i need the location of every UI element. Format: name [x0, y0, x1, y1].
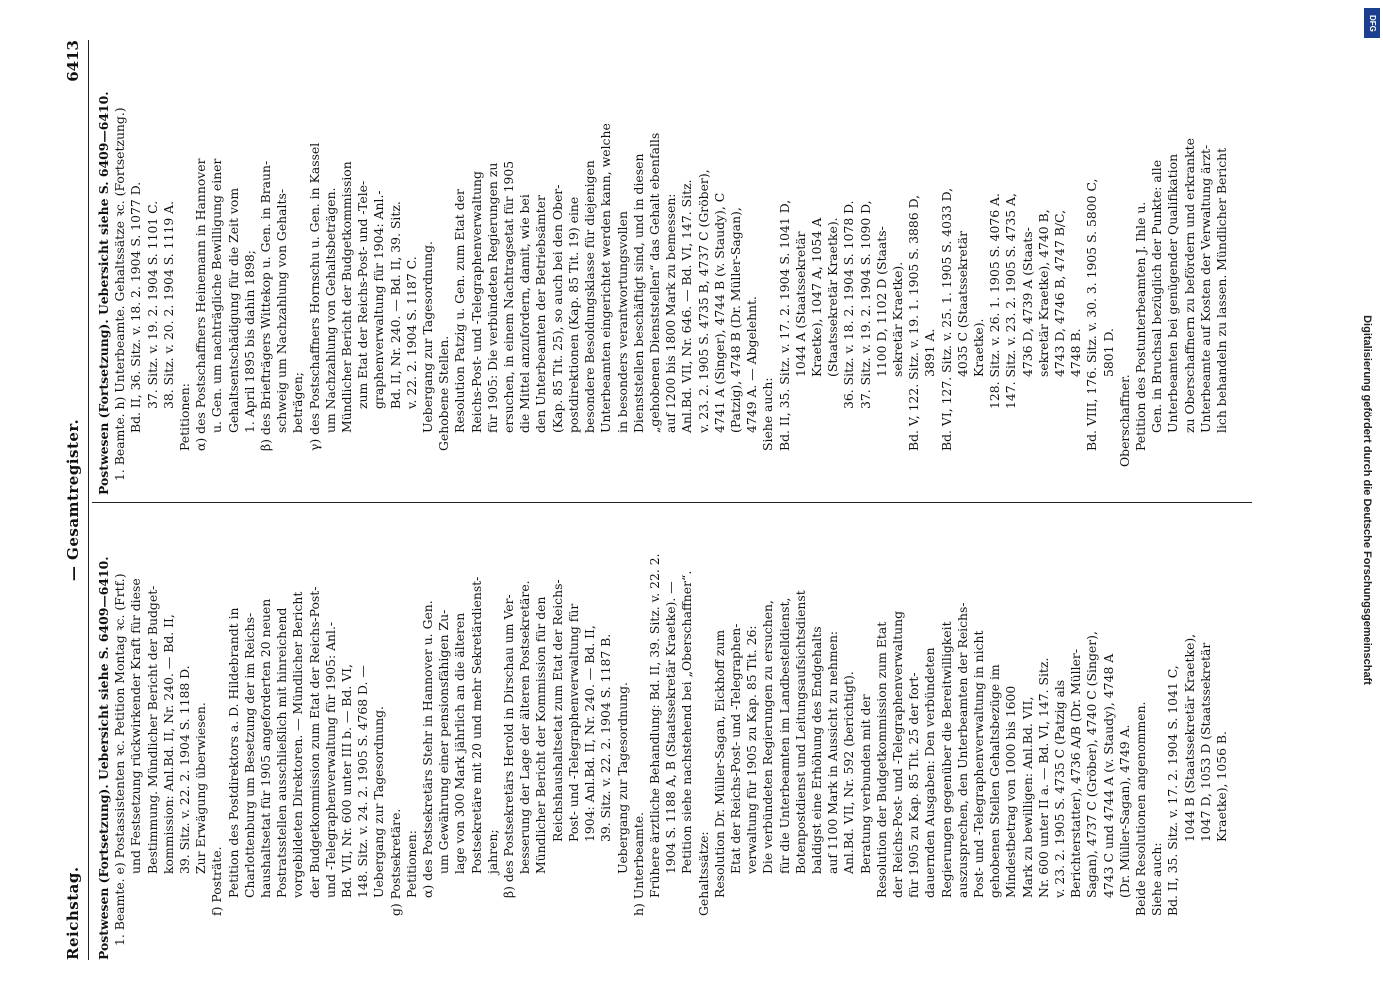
index-line: Postwesen (Fortsetzung). Uebersicht siehe S. 6409—6410.: [96, 91, 111, 495]
index-line: 4748 B.: [1068, 328, 1084, 377]
index-line: Kraetke).: [970, 318, 986, 377]
index-line: 38. Sitz. v. 20. 2. 1904 S. 1119 A.: [160, 200, 176, 409]
index-line: α) des Postsekretärs Stehr in Hannover u. Gen.: [420, 600, 436, 898]
index-line: Mindestbetrag von 1000 bis 1600: [1003, 685, 1019, 898]
index-line: Postsekretäre mit 20 und mehr Sekretärdienst-: [468, 576, 484, 874]
index-line: Resolution der Budgetkommission zum Etat: [873, 621, 889, 898]
index-line: 4743 D, 4746 B, 4747 B/C,: [1051, 209, 1067, 377]
index-line: Zur Erwägung überwiesen.: [193, 702, 209, 874]
index-line: lich behandeln zu lassen. Mündlicher Bericht: [1214, 147, 1230, 433]
index-line: 37. Sitz. v. 19. 2. 1904 S. 1090 D,: [857, 200, 873, 409]
index-line: Petitionen:: [177, 383, 193, 451]
index-line: γ) des Postschaffners Hornschu u. Gen. in Kassel: [306, 142, 322, 451]
index-line: und Festsetzung rückwirkender Kraft für diese: [128, 578, 144, 874]
index-line: graphenverwaltung für 1904: Anl.-: [371, 190, 387, 409]
index-line: Bestimmung. Mündlicher Bericht der Budget-: [144, 585, 160, 874]
index-line: „gehobenen Dienststellen“ das Gehalt ebenfalls: [646, 132, 662, 433]
index-line: Botenpostdienst und Leitungsaufsichtsdienst: [792, 590, 808, 874]
index-line: 4736 D, 4739 A (Staats-: [1019, 227, 1035, 377]
index-line: 4741 A (Singer), 4744 B (v. Staudy), C: [711, 192, 727, 433]
index-line: der Reichs-Post- und -Telegraphenverwaltung: [889, 610, 905, 898]
index-line: um Gewährung einer pensionsfähigen Zu-: [436, 609, 452, 874]
index-line: Unterbeamten bei genügender Qualifikation: [1165, 153, 1181, 433]
index-line: Bd. VII, Nr. 600 unter III b. — Bd. VI,: [339, 664, 355, 898]
index-line: Charlottenburg um Besetzung der im Reichs-: [241, 612, 257, 898]
index-line: Anl.Bd. VII, Nr. 646. — Bd. VI, 147. Sitz.: [679, 179, 695, 433]
index-line: 1044 A (Staatssekretär: [792, 231, 808, 377]
index-line: β) des Postsekretärs Herold in Dirschau um Ver-: [501, 594, 517, 898]
index-line: Etat der Reichs-Post- und -Telegraphen-: [727, 623, 743, 874]
index-line: (Staatssekretär Kraetke).: [825, 217, 841, 377]
index-line: auszusprechen, den Unterbeamten der Reichs-: [954, 602, 970, 898]
index-line: Uebergang zur Tagesordnung.: [614, 682, 630, 874]
index-line: Petition des Postunterbeamten J. Ihle u.: [1133, 201, 1148, 451]
index-line: haushaltsetat für 1905 angeforderten 20 neuen: [258, 598, 274, 898]
index-line: Petition des Postdirektors a. D. Hildebrandt in: [225, 607, 241, 898]
index-line: Gehaltsentschädigung für die Zeit vom: [225, 187, 241, 433]
index-line: Gehaltssätze:: [695, 831, 711, 916]
index-line: v. 23. 2. 1905 S. 4735 C (Patzig als: [1051, 679, 1067, 898]
index-line: lage von 300 Mark jährlich an die älteren: [452, 612, 468, 874]
funding-note-text: Digitalisierung gefördert durch die Deutsche Forschungsgemeinschaft: [1361, 315, 1373, 685]
index-line: besserung der Lage der älteren Postsekretäre.: [517, 580, 533, 874]
index-line: 1044 B (Staatssekretär Kraetke),: [1181, 633, 1197, 842]
index-line: 37. Sitz. v. 19. 2. 1904 S. 1101 C.: [144, 200, 160, 409]
index-line: Dienststellen beschäftigt sind, und in diesen: [630, 153, 646, 433]
index-line: sekretär Kraetke), 4740 B,: [1035, 209, 1051, 377]
index-line: 1. Beamte. h) Unterbeamte. Gehaltssätze ꝛc. (Fortsetzung.): [112, 107, 128, 481]
index-line: Beide Resolutionen angenommen.: [1133, 701, 1148, 916]
header-left: Reichstag.: [64, 866, 82, 960]
index-line: zum Etat der Reichs-Post- und -Tele-: [355, 180, 371, 409]
index-line: Mündlicher Bericht der Budgetkommission: [339, 161, 355, 433]
header-rule: [88, 40, 89, 960]
index-line: die Mittel anzufordern, damit, wie bei: [517, 194, 533, 433]
dfg-logo: DFG: [1364, 8, 1380, 38]
index-line: Mündlicher Bericht der Kommission für den: [533, 596, 549, 874]
index-line: Berichterstatter), 4736 A/B (Dr. Müller-: [1068, 648, 1084, 898]
index-line: Uebergang zur Tagesordnung.: [371, 706, 387, 898]
index-line: den Unterbeamten der Betriebsämter: [533, 195, 549, 433]
index-line: Petitionen:: [403, 830, 419, 898]
index-line: 147. Sitz. v. 23. 2. 1905 S. 4735 A,: [1003, 193, 1019, 409]
index-line: 3891 A.: [922, 328, 938, 377]
left-column: [96, 505, 1246, 960]
index-line: gehobenen Stellen Gehaltsbezüge im: [987, 664, 1003, 898]
index-line: für die Unterbeamten im Landbestelldienst,: [776, 597, 792, 874]
index-line: schweig um Nachzahlung von Gehalts-: [274, 188, 290, 433]
index-line: vorgebildeten Direktoren. — Mündlicher Bericht: [290, 591, 306, 898]
index-line: Kraetke), 1056 B.: [1214, 731, 1230, 842]
index-line: sekretär Kraetke).: [889, 261, 905, 377]
index-line: postdirektionen (Kap. 85 Tit. 19) eine: [565, 196, 581, 433]
page-number: 6413: [64, 40, 82, 82]
page-header: [60, 40, 88, 960]
index-line: 36. Sitz. v. 18. 2. 1904 S. 1078 D.: [841, 200, 857, 409]
index-line: der Budgetkommission zum Etat der Reichs-Post-: [306, 586, 322, 898]
index-line: 1. April 1895 bis dahin 1898;: [241, 250, 257, 433]
index-line: Kraetke), 1047 A, 1054 A: [808, 217, 824, 377]
index-line: 1047 D, 1053 D (Staatssekretär: [1197, 642, 1213, 842]
index-line: Postratsstellen ausschließlich mit hinreichend: [274, 607, 290, 898]
index-line: Siehe auch:: [1149, 842, 1165, 916]
index-line: 4743 C und 4744 A (v. Staudy), 4748 A: [1100, 653, 1116, 898]
index-line: um Nachzahlung von Gehaltsbeträgen.: [322, 187, 338, 433]
index-line: auf 1200 bis 1800 Mark zu bemessen:: [663, 193, 679, 433]
index-line: Unterbeamte auf Kosten der Verwaltung ärzt-: [1197, 144, 1213, 433]
index-line: Resolution Patzig u. Gen. zum Etat der: [452, 189, 468, 433]
funding-note: [1355, 40, 1379, 960]
index-line: v. 22. 2. 1904 S. 1187 C.: [403, 256, 419, 409]
index-line: Reichshaushaltsetat zum Etat der Reichs-: [549, 579, 565, 842]
index-line: Postwesen (Fortsetzung). Uebersicht siehe S. 6409—6410.: [96, 556, 111, 960]
index-line: Siehe auch:: [760, 377, 776, 451]
index-line: Post- und -Telegraphenverwaltung für: [565, 603, 581, 842]
index-line: Anl.Bd. VII, Nr. 592 (berichtigt).: [841, 671, 857, 874]
index-line: beträgen;: [290, 372, 306, 433]
index-line: für 1905: Die verbündeten Regierungen zu: [484, 162, 500, 433]
index-line: α) des Postschaffners Heinemann in Hannover: [193, 158, 209, 451]
index-line: 148. Sitz. v. 24. 2. 1905 S. 4768 D. —: [355, 665, 371, 898]
index-line: Oberschaffner.: [1116, 374, 1132, 467]
index-line: Bd. V, 122. Sitz. v. 19. 1. 1905 S. 3886 D,: [906, 194, 922, 451]
index-line: f) Posträte.: [209, 846, 225, 916]
index-line: jahren;: [484, 829, 500, 874]
index-line: Uebergang zur Tagesordnung.: [420, 241, 436, 433]
index-line: (Kap. 85 Tit. 25), so auch bei den Ober-: [549, 184, 565, 433]
index-line: ersuchen, in einem Nachtragsetat für 1905: [501, 160, 517, 433]
index-line: 1904: Anl.Bd. II, Nr. 240. — Bd. II,: [582, 625, 598, 842]
index-line: 1904 S. 1188 A, B (Staatssekretär Kraetke). —: [663, 581, 679, 874]
index-line: Bd. VI, 127. Sitz. v. 25. 1. 1905 S. 4033 D,: [938, 187, 954, 451]
index-line: besondere Besoldungsklasse für diejenigen: [582, 160, 598, 433]
index-line: Resolution Dr. Müller-Sagan, Eickhoff zum: [711, 629, 727, 898]
index-line: Post- und -Telegraphenverwaltung in nicht: [970, 630, 986, 898]
index-line: 4749 A. — Abgelehnt.: [744, 296, 760, 433]
index-line: Bd. II, 35. Sitz. v. 17. 2. 1904 S. 1041 D,: [776, 199, 792, 451]
index-line: 1. Beamte. e) Postassistenten ꝛc. Petition Montag ꝛc. (Frtf.): [112, 573, 128, 946]
index-line: Mark zu bewilligen: Anl.Bd. VII,: [1019, 696, 1035, 898]
index-line: (Dr. Müller-Sagan), 4749 A.: [1116, 724, 1132, 898]
index-line: Beratung verbunden mit der: [857, 694, 873, 874]
index-line: Gen. in Bruchsal bezüglich der Punkte: alle: [1149, 159, 1165, 433]
index-line: dauernden Ausgaben: Den verbündeten: [922, 647, 938, 898]
index-line: β) des Briefträgers Wittekop u. Gen. in Braun-: [258, 160, 274, 451]
index-line: Unterbeamten eingerichtet werden kann, welche: [598, 123, 614, 433]
index-line: Bd. II, Nr. 240. — Bd. II, 39. Sitz.: [387, 201, 403, 409]
index-line: h) Unterbeamte.: [630, 811, 646, 916]
index-line: v. 23. 2. 1905 S. 4735 B, 4737 C (Gröber),: [695, 169, 711, 433]
index-line: Bd. II, 36. Sitz. v. 18. 2. 1904 S. 1077 D.: [128, 181, 144, 433]
index-line: 39. Sitz. v. 22. 2. 1904 S. 1187 B.: [598, 633, 614, 842]
index-line: zu Oberschaffnern zu befördern und erkrankte: [1181, 138, 1197, 433]
index-line: Nr. 600 unter II a. — Bd. VI, 147. Sitz.: [1035, 657, 1051, 898]
header-center: — Gesamtregister.: [64, 418, 82, 582]
index-line: g) Postsekretäre.: [387, 808, 403, 916]
index-line: auf 1100 Mark in Aussicht zu nehmen:: [825, 630, 841, 874]
index-line: Frühere ärztliche Behandlung: Bd. II, 39. Sitz. v. 22. 2.: [646, 553, 662, 898]
column-divider: [92, 502, 1252, 503]
index-line: 4035 C (Staatssekretär: [954, 230, 970, 377]
index-line: für 1905 zu Kap. 85 Tit. 25 der fort-: [906, 672, 922, 898]
index-line: kommission: Anl.Bd. II, Nr. 240. — Bd. II,: [160, 614, 176, 874]
index-line: verwaltung für 1905 zu Kap. 85 Tit. 26:: [744, 625, 760, 874]
index-line: in besonders verantwortungsvollen: [614, 211, 630, 433]
index-line: 1100 D, 1102 D (Staats-: [873, 226, 889, 377]
index-line: Die verbündeten Regierungen zu ersuchen,: [760, 600, 776, 874]
index-line: Petition siehe nachstehend bei „Oberschaffner“.: [679, 570, 695, 874]
index-line: 39. Sitz. v. 22. 2. 1904 S. 1188 D.: [177, 665, 193, 874]
index-line: Gehobene Stellen.: [436, 335, 452, 451]
index-line: Reichs-Post- und -Telegraphenverwaltung: [468, 171, 484, 433]
index-line: Regierungen gegenüber die Bereitwilligkeit: [938, 621, 954, 898]
index-line: Sagan), 4737 C (Gröber), 4740 C (Singer),: [1084, 631, 1100, 898]
index-line: Bd. VIII, 176. Sitz. v. 30. 3. 1905 S. 5800 C,: [1084, 178, 1100, 451]
index-line: u. Gen. um nachträgliche Bewilligung einer: [209, 158, 225, 433]
right-column: [96, 40, 1246, 495]
index-line: baldigst eine Erhöhung des Endgehalts: [808, 626, 824, 874]
index-line: (Patzig), 4748 B (Dr. Müller-Sagan),: [727, 207, 743, 433]
index-line: 5801 D.: [1100, 328, 1116, 377]
index-line: 128. Sitz. v. 26. 1. 1905 S. 4076 A.: [987, 193, 1003, 409]
index-line: und -Telegraphenverwaltung für 1905: Anl.-: [322, 621, 338, 898]
index-line: Bd. II, 35. Sitz. v. 17. 2. 1904 S. 1041 C,: [1165, 665, 1181, 916]
